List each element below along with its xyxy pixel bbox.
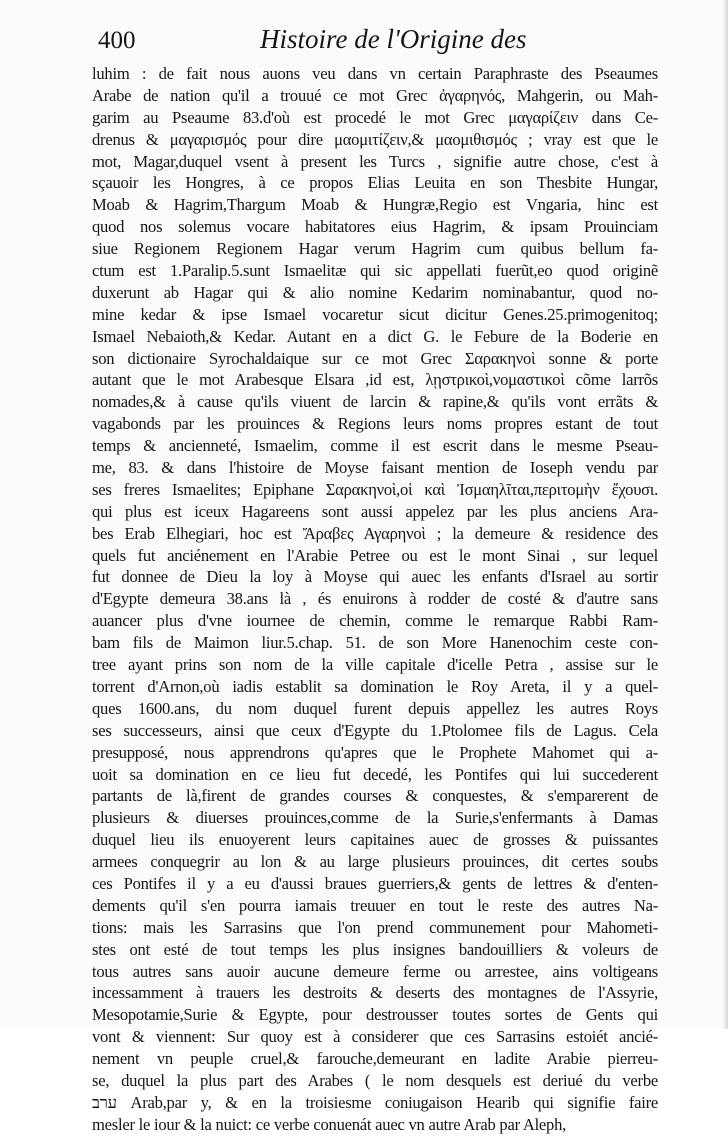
text-line: plusieurs & diuerses prouinces,comme de la Surie,s'enfermants à Damas	[92, 808, 658, 828]
text-line: stes ont esté de tout temps les plus insignes bandouilliers & voleurs de	[92, 939, 658, 959]
text-line: tions: mais les Sarrasins que l'on prend communement pour Mahometi-	[92, 917, 658, 937]
text-line: autant que le mot Arabesque Elsara ,id est, λῃστρικοὶ,νομαστικοὶ cõme larrõs	[92, 370, 658, 390]
text-line: partants de là,firent de grandes courses & conquestes, & s'emparerent de	[92, 786, 658, 806]
text-line: ces Pontifes il y a eu d'aussi braues guerriers,& gents de lettres & d'enten-	[92, 873, 658, 893]
text-line: nement vn peuple cruel,& farouche,demeurant en ladite Arabie pierreu-	[92, 1049, 658, 1069]
text-line: bes Erab Elhegiari, hoc est Ἄραβες Αγαρηνοὶ ; la demeure & residence des	[92, 523, 658, 543]
text-line: dements qu'il s'en pourra iamais treuuer en tout le reste des autres Na-	[92, 895, 658, 915]
text-line: mot, Magar,duquel vsent à present les Turcs , signifie autre chose, c'est à	[92, 151, 658, 171]
text-line: son dictionaire Syrochaldaique sur ce mot Grec Σαρακηνοὶ sonne & porte	[92, 348, 658, 368]
text-line: luhim : de fait nous auons veu dans vn certain Paraphraste des Pseaumes	[92, 64, 658, 83]
text-line: fut donnee de Dieu la loy à Moyse qui auec les enfants d'Israel au sortir	[92, 567, 658, 587]
running-header	[98, 22, 658, 58]
running-title: Histoire de l'Origine des	[260, 24, 527, 54]
text-line: siue Regionem Regionem Hagar verum Hagrim cum quibus bellum fa-	[92, 239, 658, 259]
text-line: armees conquegrir au lon & au large plusieurs prouinces, dit certes soubs	[92, 852, 658, 872]
text-line: tous autres sans auoir aucune demeure ferme ou arrestee, ains voltigeans	[92, 961, 658, 981]
text-line: Ismael Nebaioth,& Kedar. Autant en a dict G. le Febure de la Boderie en	[92, 326, 658, 346]
text-line: Mesopotamie,Surie & Egypte, pour destrousser toutes sortes de Gents qui	[92, 1005, 658, 1025]
text-line: quod nos solemus vocare habitatores eius Hagrim, & ipsam Prouinciam	[92, 217, 658, 237]
text-line: Moab & Hagrim,Thargum Moab & Hungræ,Regio est Vngaria, hinc est	[92, 195, 658, 215]
text-line: tree ayant prins son nom de la ville capitale d'icelle Petra , assise sur le	[92, 655, 658, 675]
text-line: ques 1600.ans, du nom duquel furent depuis appellez les autres Roys	[92, 698, 658, 718]
text-line: duquel lieu ils enuoyerent leurs capitaines auec de grosses & puissantes	[92, 830, 658, 850]
text-line: uoit sa domination en ce lieu fut decedé, les Pontifes qui lui succederent	[92, 764, 658, 784]
text-line: quels fut anciénement en l'Arabie Petree ou est le mont Sinai , sur lequel	[92, 545, 658, 565]
text-line: ses successeurs, ainsi que ceux d'Egypte du 1.Ptolomee fils de Lagus. Cela	[92, 720, 658, 740]
text-line: qui plus est iceux Hagareens sont aussi appelez par les plus anciens Ara-	[92, 501, 658, 521]
text-line: Arabe de nation qu'il a trouué ce mot Grec ἀγαρηνός, Mahgerin, ou Mah-	[92, 85, 658, 105]
text-line: temps & ancienneté, Ismaelim, comme il est escrit dans le mesme Pseau-	[92, 436, 658, 456]
text-line: drenus & μαγαρισμός pour dire μαομιτίζειν,& μαομιθισμός ; vray est que le	[92, 129, 658, 149]
body-text	[92, 63, 658, 1136]
text-line: vagabonds par les prouinces & Regions leurs noms propres estant de tout	[92, 414, 658, 434]
text-line: duxerunt ab Hagar qui & alio nomine Kedarim nominabantur, quod no-	[92, 282, 658, 302]
text-line: incessamment à trauers les destroits & deserts des montagnes de l'Assyrie,	[92, 983, 658, 1003]
page-gutter-shadow	[722, 0, 728, 1029]
text-line: ctum est 1.Paralip.5.sunt Ismaelitæ qui sic appellati fuerũt,eo quod originẽ	[92, 261, 658, 281]
text-line: ערב Arab,par y, & en la troisiesme coniugaison Hearib qui signifie faire	[92, 1092, 658, 1112]
text-line: torrent d'Arnon,où iadis establit sa domination le Roy Areta, il y a quel-	[92, 676, 658, 696]
text-line: se, duquel la plus part des Arabes ( le nom desquels est deriué du verbe	[92, 1070, 658, 1090]
text-line: vont & viennent: Sur quoy est à considerer que ces Sarrasins estoiét ancié-	[92, 1027, 658, 1047]
text-line: ses freres Ismaelites; Epiphane Σαρακηνοὶ,οἱ καὶ Ἰσμαηλῖται,περιτομὴν ἔχουσι.	[92, 479, 658, 499]
text-line: me, 83. & dans l'histoire de Moyse faisant mention de Ioseph vendu par	[92, 458, 658, 478]
text-line: d'Egypte demeura 38.ans là , és enuirons à rodder de costé & d'autre sans	[92, 589, 658, 609]
text-line: nomades,& à cause qu'ils viuent de larcin & rapine,& qu'ils vont errãts &	[92, 392, 658, 412]
text-line: auancer plus d'vne iournee de chemin, comme le remarque Rabbi Ram-	[92, 611, 658, 631]
text-line: mesler le iour & la nuict: ce verbe conuenát auec vn autre Arab par Aleph,	[92, 1114, 567, 1134]
text-line: bam fils de Maimon liur.5.chap. 51. de son More Hanenochim ceste con-	[92, 633, 658, 653]
text-line: sçauoir les Hongres, à ce propos Elias Leuita en son Thesbite Hungar,	[92, 173, 658, 193]
page-number: 400	[98, 27, 136, 54]
text-line: mine kedar & ipse Ismael vocaretur sicut dicitur Genes.25.primogenitoq;	[92, 304, 658, 324]
text-line: presupposé, nous apprendrons qu'apres que le Prophete Mahomet qui a-	[92, 742, 658, 762]
text-line: garim au Pseaume 83.d'où est procedé le mot Grec μαγαρίζειν dans Ce-	[92, 107, 658, 127]
